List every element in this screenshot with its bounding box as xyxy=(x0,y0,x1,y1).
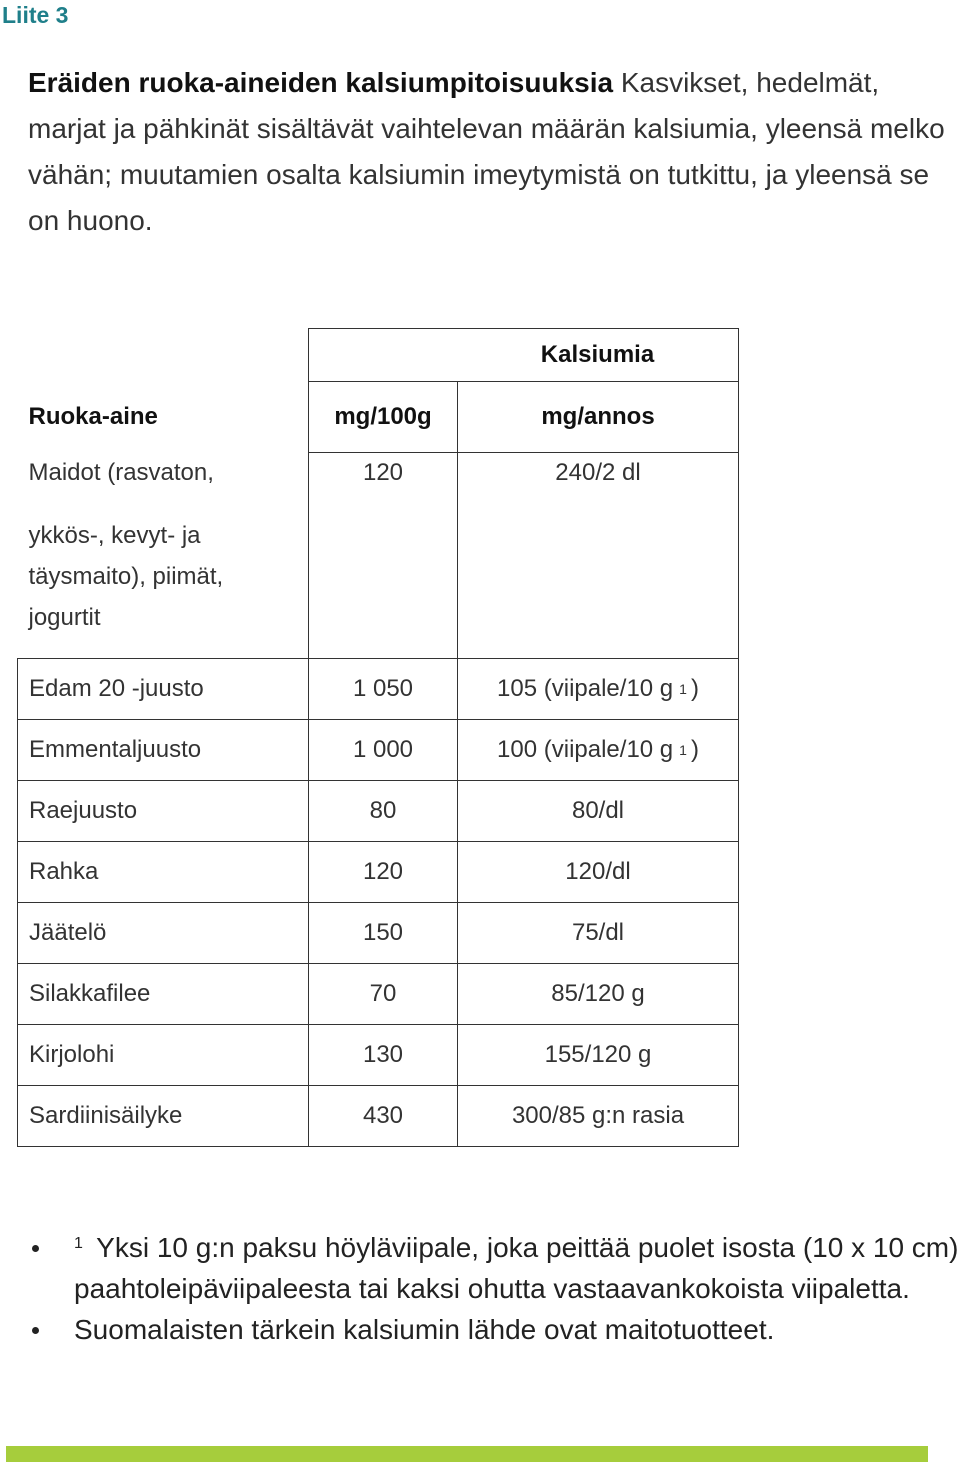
bullet-icon xyxy=(32,1245,39,1252)
row-food-name: Maidot (rasvaton, ykkös-, kevyt- ja täysmaito), piimät, jogurtit xyxy=(18,453,309,659)
table-row: Sardiinisäilyke 430 300/85 g:n rasia xyxy=(18,1085,739,1146)
table-row: Emmentaljuusto 1 000 100 (viipale/10 g $_1$ ) xyxy=(18,719,739,780)
footnotes-list xyxy=(30,1227,960,1350)
footer-bar xyxy=(6,1446,928,1462)
footnote-marker: 1 xyxy=(679,741,687,758)
col-header-food: Ruoka-aine xyxy=(18,382,309,453)
list-item: $^1$ Yksi 10 g:n paksu höyläviipale, joka peittää puolet isosta (10 x 10 cm) paahtoleipäviipaleesta tai kaksi ohutta vastaavankokoista viipaletta. xyxy=(30,1227,960,1309)
col-header-mg100g: mg/100g xyxy=(309,382,458,453)
col-header-serving: mg/annos xyxy=(458,382,739,453)
table-row: Rahka 120 120/dl xyxy=(18,841,739,902)
table-row: Silakkafilee 70 85/120 g xyxy=(18,963,739,1024)
intro-text: Kasvikset, hedelmät, marjat ja pähkinät sisältävät vaihtelevan määrän kalsiumia, yleensä melko vähän; muutamien osalta kalsiumin imeytymistä on tutkittu, ja yleensä se on huono. xyxy=(28,67,945,236)
row-mg100g: 120 xyxy=(309,453,458,659)
list-item: Suomalaisten tärkein kalsiumin lähde ovat maitotuotteet. xyxy=(30,1309,960,1350)
table-row: Edam 20 -juusto 1 050 105 (viipale/10 g $_1$ ) xyxy=(18,658,739,719)
calcium-table xyxy=(17,328,739,1147)
intro-paragraph xyxy=(28,60,958,244)
bullet-icon xyxy=(32,1327,39,1334)
table-row: Raejuusto 80 80/dl xyxy=(18,780,739,841)
appendix-label: Liite 3 xyxy=(2,2,69,28)
table-row: Jäätelö 150 75/dl xyxy=(18,902,739,963)
table-row xyxy=(18,453,739,659)
row-serving: 240/2 dl xyxy=(458,453,739,659)
intro-title: Eräiden ruoka-aineiden kalsiumpitoisuuksia xyxy=(28,67,614,98)
footnote-marker: 1 xyxy=(74,1235,83,1252)
table-row: Kirjolohi 130 155/120 g xyxy=(18,1024,739,1085)
group-header-kalsiumia: Kalsiumia xyxy=(309,329,739,382)
footnote-marker: 1 xyxy=(679,680,687,697)
